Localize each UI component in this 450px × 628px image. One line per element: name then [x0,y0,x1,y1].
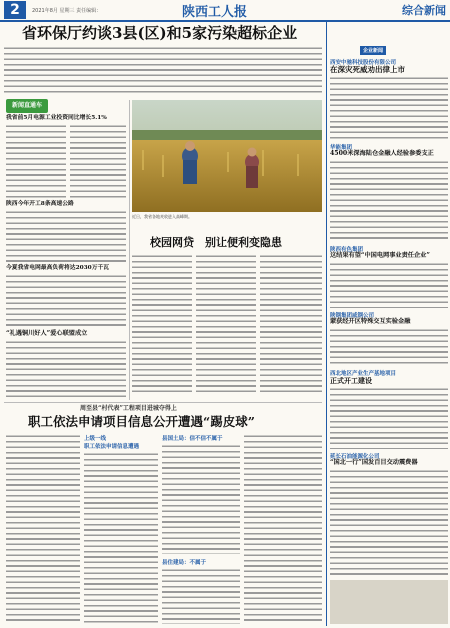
bottom-article-col3b [162,568,240,624]
right-kicker-2: 华能集团 [330,145,353,151]
right-article-6 [330,469,448,575]
article-power-investment-col2 [70,124,126,199]
bottom-article-col4 [244,434,322,624]
photo-caption: 近日，我省各地麦收进入高峰期。 [132,214,192,219]
right-headline-1: 在深灾死威劝出律上市 [330,65,405,74]
right-headline-6: “国北一行”国发百目交动震费器 [330,459,418,466]
right-column-divider [326,22,327,626]
bottom-right-image-area [330,580,448,624]
right-kicker-5: 西北地区产业生产基地项目 [330,371,397,377]
bottom-article-col1 [6,434,80,624]
page-number: 2 [4,1,26,19]
header-meta: 2021年8月 星期三 责任编辑： [32,7,102,14]
article-campus-loans-col1 [132,254,192,394]
masthead: 陕西工人报 [182,4,248,20]
right-kicker-6: 延长石油能源化公司 [330,454,380,460]
right-article-4 [330,328,448,366]
right-kicker-3: 陕西有色集团 [330,247,364,253]
article-campus-loans-col3 [260,254,322,394]
right-headline-2: 4500米深海陆仓金融人经验参委支正 [330,150,434,157]
section-divider [4,402,322,403]
article-tongchuan [6,340,126,398]
article-power-grid [6,274,126,326]
right-article-3 [330,262,448,308]
wheat-field-image [132,100,322,212]
bottom-kicker: 周至县“村代表”工程项目进城夺得上 [80,405,177,412]
right-kicker-1: 西安中驰科技股份有限公司 [330,60,397,66]
right-headline-3: 这结果有望“中国电网事业责任企业” [330,252,430,259]
bottom-article-col3 [162,444,240,554]
news-express-badge: 新闻直通车 [6,99,48,113]
right-article-5 [330,387,448,449]
headline-campus-loans: 校园网贷 别让便利变隐患 [150,236,282,249]
article-campus-loans-col2 [196,254,256,394]
right-kicker-4: 陕钢集团咸钢公司 [330,313,375,319]
bottom-subhead-1: 上级一线 [84,436,107,442]
right-article-2 [330,160,448,242]
bottom-subhead-3: 县国土局：信不信不属于 [162,436,223,442]
bottom-article-col2 [84,452,158,624]
article-highways [6,210,126,262]
page-header [0,0,450,22]
column-divider [129,100,130,400]
enterprise-news-tag: 企业新闻 [360,46,386,55]
right-headline-5: 正式开工建设 [330,376,372,385]
section-title: 综合新闻 [402,4,446,17]
bottom-subhead-4: 县住建局：不属于 [162,560,207,566]
right-headline-4: 蒙获经开区特殊交互实验金融 [330,318,411,325]
bottom-headline: 职工依法申请项目信息公开遭遇“踢皮球” [28,414,255,429]
headline-power-grid: 今夏我省电网最高负荷将达2030万千瓦 [6,265,110,271]
bottom-subhead-2: 职工依法申请信息遭遇 [84,444,140,450]
article-power-investment [6,124,66,199]
main-headline: 省环保厅约谈3县(区)和5家污染超标企业 [22,24,298,42]
harvest-photo [132,100,322,212]
headline-power-investment: 我省前5月电源工业投资同比增长5.1% [6,115,107,121]
right-article-1 [330,76,448,140]
headline-tongchuan: “礼遇铜川好人”爱心联盟成立 [6,330,88,337]
main-article-body [4,46,322,96]
headline-highways: 陕西今年开工8条高速公路 [6,201,74,207]
